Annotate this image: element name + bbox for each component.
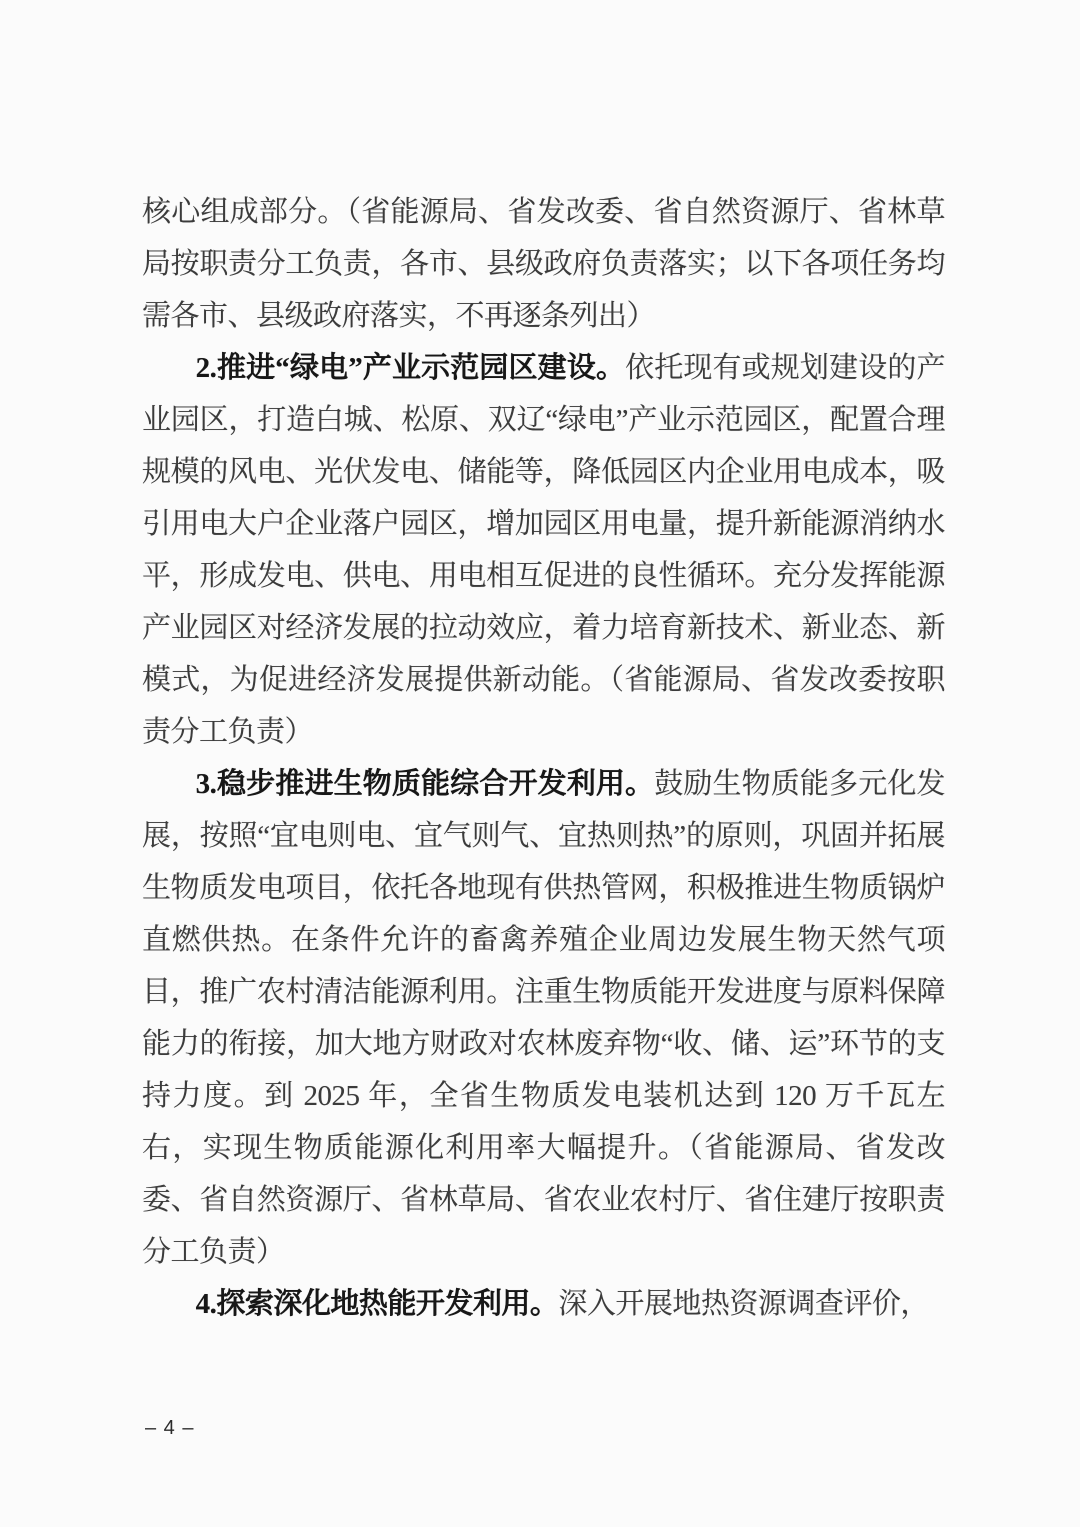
paragraph-lead: 4.探索深化地热能开发利用。 (195, 1288, 559, 1320)
paragraph (142, 758, 945, 1278)
paragraph-text: 核心组成部分。（省能源局、省发改委、省自然资源厅、省林草局按职责分工负责，各市、县级政府负责落实；以下各项任务均需各市、县级政府落实，不再逐条列出） (142, 196, 945, 332)
paragraph-text: 鼓励生物质能多元化发展，按照“宜电则电、宜气则气、宜热则热”的原则，巩固并拓展生物质发电项目，依托各地现有供热管网，积极推进生物质锅炉直燃供热。在条件允许的畜禽养殖企业周边发展生物天然气项目，推广农村清洁能源利用。注重生物质能开发进度与原料保障能力的衔接，加大地方财政对农林废弃物“收、储、运”环节的支持力度。到 2025 年，全省生物质发电装机达到 120 万千瓦左右，实现生物质能源化利用率大幅提升。（省能源局、省发改委、省自然资源厅、省林草局、省农业农村厅、省住建厅按职责分工负责） (142, 768, 945, 1268)
document-body (142, 186, 945, 1330)
paragraph-text: 深入开展地热资源调查评价， (558, 1288, 929, 1320)
paragraph-text: 依托现有或规划建设的产业园区，打造白城、松原、双辽“绿电”产业示范园区，配置合理规模的风电、光伏发电、储能等，降低园区内企业用电成本，吸引用电大户企业落户园区，增加园区用电量，提升新能源消纳水平，形成发电、供电、用电相互促进的良性循环。充分发挥能源产业园区对经济发展的拉动效应，着力培育新技术、新业态、新模式，为促进经济发展提供新动能。（省能源局、省发改委按职责分工负责） (142, 352, 945, 748)
paragraph (142, 1278, 945, 1330)
paragraph (142, 186, 945, 342)
paragraph-lead: 2.推进“绿电”产业示范园区建设。 (195, 352, 626, 384)
paragraph (142, 342, 945, 758)
paragraph-lead: 3.稳步推进生物质能综合开发利用。 (195, 768, 655, 800)
page-number: – 4 – (145, 1417, 195, 1439)
